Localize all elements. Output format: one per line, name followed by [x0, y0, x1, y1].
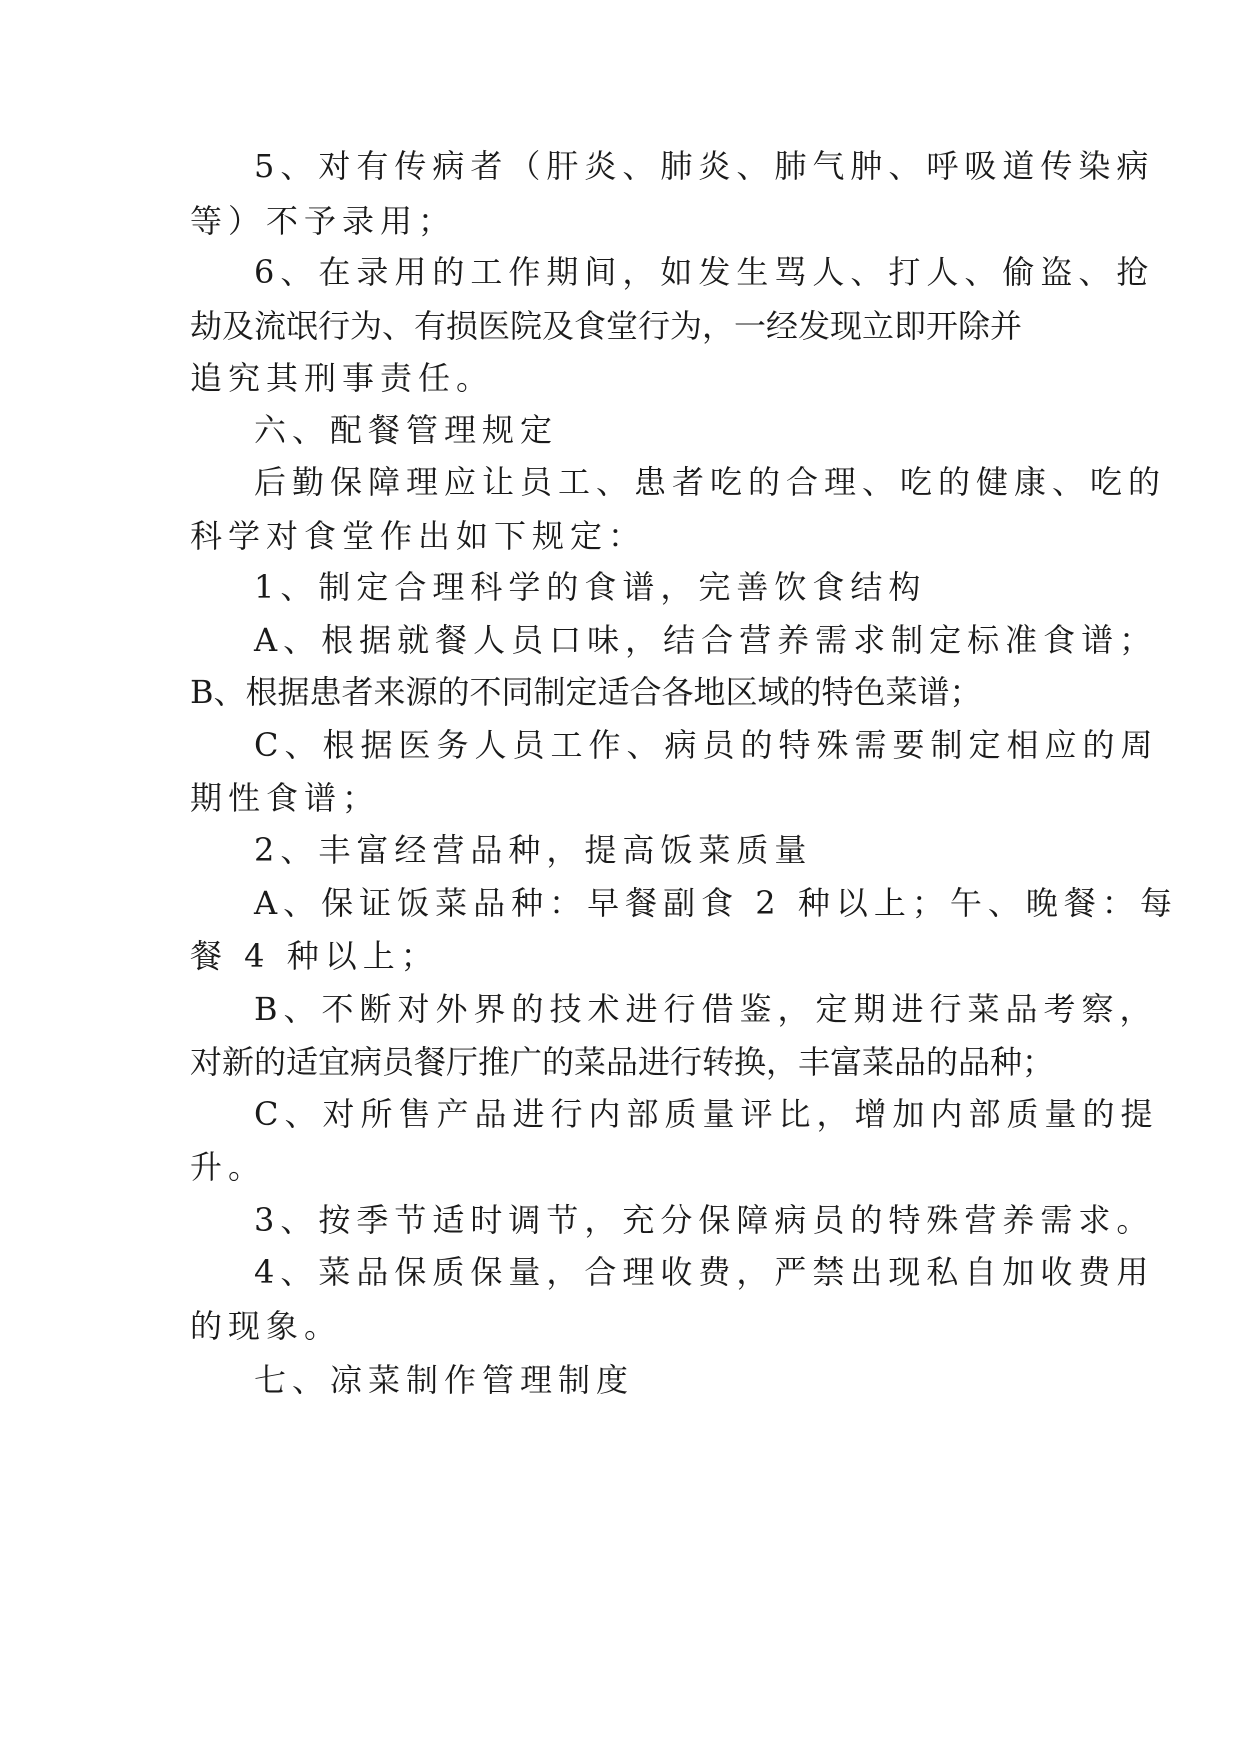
paragraph-line: C、根据医务人员工作、病员的特殊需要制定相应的周	[254, 726, 1159, 764]
paragraph-line: 6、在录用的工作期间，如发生骂人、打人、偷盗、抢	[254, 253, 1155, 291]
paragraph-line: 5、对有传病者（肝炎、肺炎、肺气肿、呼吸道传染病	[254, 147, 1155, 185]
paragraph-line: 劫及流氓行为、有损医院及食堂行为，一经发现立即开除并	[190, 307, 1023, 345]
paragraph-line: A、保证饭菜品种：早餐副食 2 种以上；午、晚餐：每	[254, 884, 1178, 922]
paragraph-line: 1、制定合理科学的食谱，完善饮食结构	[254, 568, 927, 606]
paragraph-line: 对新的适宜病员餐厅推广的菜品进行转换，丰富菜品的品种；	[190, 1043, 1055, 1081]
paragraph-line: C、对所售产品进行内部质量评比，增加内部质量的提	[254, 1095, 1159, 1133]
paragraph-line: B、不断对外界的技术进行借鉴，定期进行菜品考察，	[254, 990, 1158, 1028]
section-heading: 七、凉菜制作管理制度	[254, 1361, 635, 1399]
paragraph-line: 的现象。	[190, 1307, 343, 1345]
paragraph-line: B、根据患者来源的不同制定适合各地区域的特色菜谱；	[190, 673, 982, 711]
paragraph-line: 追究其刑事责任。	[190, 359, 495, 397]
paragraph-line: 科学对食堂作出如下规定：	[190, 517, 647, 555]
paragraph-line: 后勤保障理应让员工、患者吃的合理、吃的健康、吃的	[254, 463, 1167, 501]
paragraph-line: 餐 4 种以上；	[190, 937, 439, 975]
paragraph-line: 4、菜品保质保量，合理收费，严禁出现私自加收费用	[254, 1253, 1155, 1291]
paragraph-line: 期性食谱；	[190, 779, 381, 817]
section-heading: 六、配餐管理规定	[254, 411, 559, 449]
paragraph-line: 升。	[190, 1148, 267, 1186]
paragraph-line: 2、丰富经营品种，提高饭菜质量	[254, 831, 813, 869]
paragraph-line: 等）不予录用；	[190, 202, 457, 240]
paragraph-line: 3、按季节适时调节，充分保障病员的特殊营养需求。	[254, 1201, 1155, 1239]
paragraph-line: A、根据就餐人员口味，结合营养需求制定标准食谱；	[254, 621, 1158, 659]
